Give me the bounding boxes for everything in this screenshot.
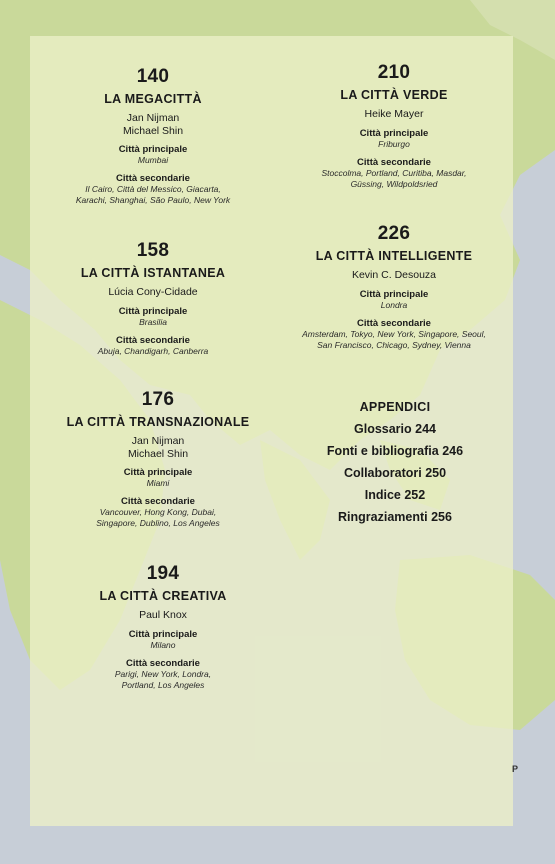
author: Michael Shin bbox=[127, 447, 189, 460]
main-city: Londra bbox=[380, 299, 408, 310]
page-number: 210 bbox=[377, 62, 411, 83]
toc-entry-megacitta bbox=[50, 66, 256, 206]
chapter-title: LA CITTÀ VERDE bbox=[340, 88, 448, 102]
author: Michael Shin bbox=[122, 124, 184, 137]
author: Jan Nijman bbox=[126, 112, 180, 124]
author: Paul Knox bbox=[139, 609, 187, 621]
secondary-cities-line: Parigi, New York, Londra, bbox=[114, 668, 212, 679]
page-number: 226 bbox=[377, 223, 411, 244]
author: Jan Nijman bbox=[131, 435, 185, 447]
main-city-label: Città principale bbox=[123, 467, 193, 478]
secondary-cities-label: Città secondarie bbox=[357, 156, 431, 168]
author: Kevin C. Desouza bbox=[351, 269, 437, 281]
appendix-item-indice[interactable]: Indice 252 bbox=[364, 488, 426, 502]
page-number: 194 bbox=[146, 563, 180, 584]
page-number: 158 bbox=[136, 240, 170, 261]
toc-entry-citta-verde bbox=[290, 62, 498, 190]
toc-entry-citta-transnazionale bbox=[50, 389, 266, 529]
secondary-cities-line: Amsterdam, Tokyo, New York, Singapore, Seoul, bbox=[302, 328, 486, 339]
appendix-item-collaboratori[interactable]: Collaboratori 250 bbox=[343, 466, 447, 480]
secondary-cities-line: Portland, Los Angeles bbox=[121, 679, 205, 690]
secondary-cities-label: Città secondarie bbox=[116, 173, 190, 184]
chapter-title: LA CITTÀ CREATIVA bbox=[99, 589, 227, 603]
chapter-title: LA CITTÀ ISTANTANEA bbox=[80, 266, 226, 280]
secondary-cities-line: Karachi, Shanghai, São Paulo, New York bbox=[75, 195, 231, 205]
secondary-cities-line: Il Cairo, Città del Messico, Giacarta, bbox=[85, 184, 221, 194]
secondary-cities-line: Stoccolma, Portland, Curitiba, Masdar, bbox=[321, 167, 467, 178]
chapter-title: LA MEGACITTÀ bbox=[104, 92, 202, 106]
secondary-cities-line: Abuja, Chandigarh, Canberra bbox=[97, 345, 209, 356]
secondary-cities-line: San Francisco, Chicago, Sydney, Vienna bbox=[317, 339, 471, 350]
appendix-item-glossario[interactable]: Glossario 244 bbox=[354, 422, 436, 436]
page-number: 176 bbox=[141, 389, 175, 410]
main-city: Friburgo bbox=[378, 138, 410, 149]
appendix-block bbox=[300, 400, 490, 525]
author: Heike Mayer bbox=[364, 108, 424, 120]
main-city-label: Città principale bbox=[359, 127, 429, 139]
secondary-cities-line: Singapore, Dublino, Los Angeles bbox=[96, 518, 220, 528]
appendix-item-fonti[interactable]: Fonti e bibliografia 246 bbox=[326, 444, 464, 458]
toc-entry-citta-creativa bbox=[55, 563, 271, 691]
secondary-cities-line: Güssing, Wildpoldsried bbox=[350, 178, 438, 189]
toc-entry-citta-istantanea bbox=[50, 240, 256, 357]
main-city-label: Città principale bbox=[359, 288, 429, 300]
secondary-cities-label: Città secondarie bbox=[116, 334, 190, 346]
chapter-title: LA CITTÀ INTELLIGENTE bbox=[315, 249, 473, 263]
main-city: Brasilia bbox=[139, 316, 167, 327]
main-city-label: Città principale bbox=[118, 305, 188, 317]
secondary-cities-label: Città secondarie bbox=[357, 317, 431, 329]
secondary-cities-label: Città secondarie bbox=[121, 496, 195, 507]
folio-mark: P bbox=[512, 764, 519, 774]
toc-entry-citta-intelligente bbox=[285, 223, 503, 351]
main-city: Miami bbox=[146, 478, 170, 488]
main-city: Mumbai bbox=[137, 155, 169, 165]
author: Lúcia Cony-Cidade bbox=[108, 286, 198, 298]
secondary-cities-line: Vancouver, Hong Kong, Dubai, bbox=[99, 507, 217, 517]
chapter-title: LA CITTÀ TRANSNAZIONALE bbox=[66, 415, 250, 429]
appendix-item-ringraziamenti[interactable]: Ringraziamenti 256 bbox=[338, 510, 452, 524]
main-city-label: Città principale bbox=[118, 144, 188, 155]
main-city: Milano bbox=[150, 639, 176, 650]
main-city-label: Città principale bbox=[128, 628, 198, 640]
secondary-cities-label: Città secondarie bbox=[126, 657, 200, 669]
appendix-heading: APPENDICI bbox=[359, 400, 431, 414]
page-number: 140 bbox=[136, 66, 170, 87]
